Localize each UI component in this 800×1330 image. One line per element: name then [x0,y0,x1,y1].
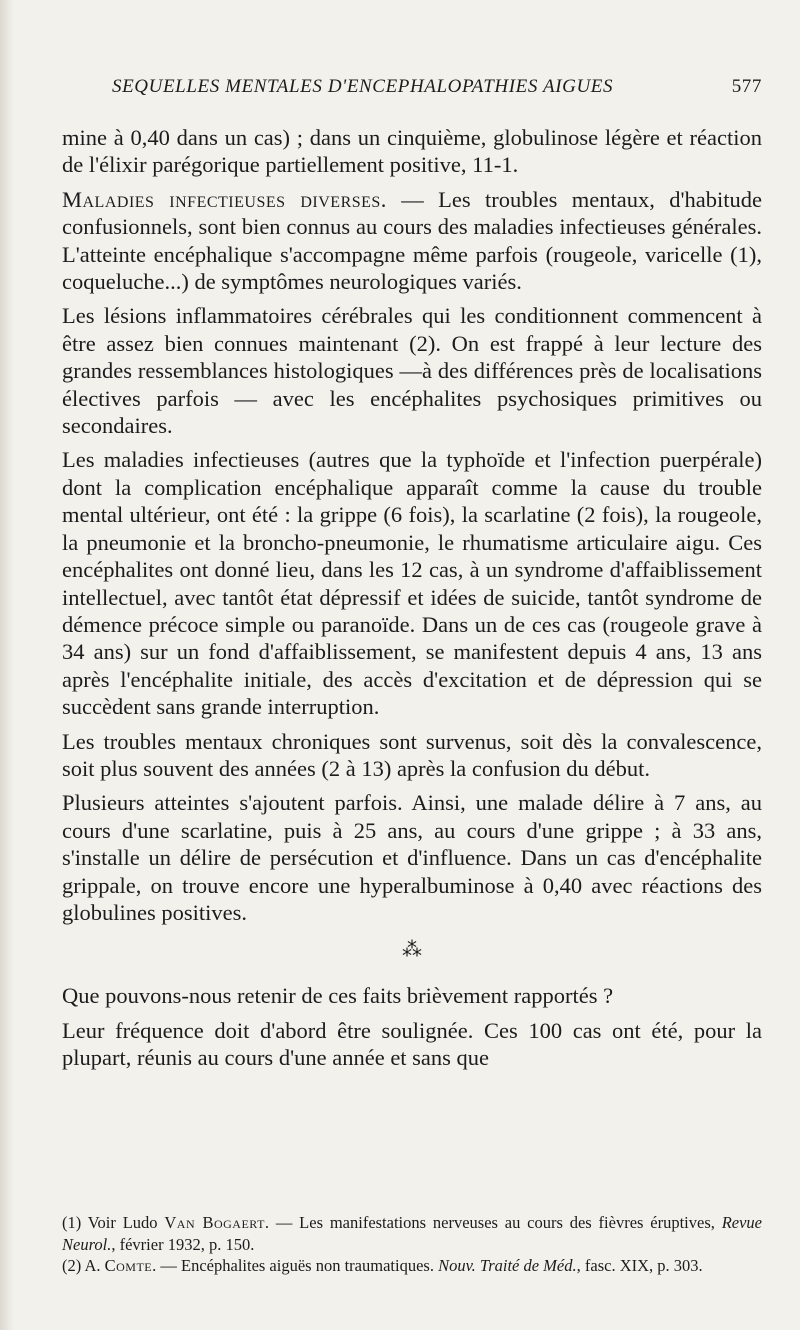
paragraph-diseases-list: Les maladies infectieuses (autres que la typhoïde et l'infection puerpérale) dont la complication encéphalique apparaît comme la cause du trouble mental ultérieur, ont été : la grippe (6 fois), la scarlatine (2 fois), la rougeole, la pneumonie et la broncho-pneumonie, le rhumatisme articulaire aigu. Ces encéphalites ont donné lieu, dans les 12 cas, à un syndrome d'affaiblissement intellectuel, avec tantôt état dépressif et idées de suicide, tantôt syndrome de démence précoce simple ou paranoïde. Dans un de ces cas (rougeole grave à 34 ans) sur un fond d'affaiblissement, se manifestent depuis 4 ans, 13 ans après l'encéphalite initiale, des accès d'excitation et de dépression qui se succèdent sans grande interruption. [62,447,762,720]
asterism-separator: ⁂ [402,939,422,962]
page-number: 577 [731,76,762,97]
paragraph-continuation: mine à 0,40 dans un cas) ; dans un cinquième, globulinose légère et réaction de l'élixir parégorique partiellement positive, 11-1. [62,125,762,178]
body-text [62,124,762,1079]
paragraph-chronic-troubles: Les troubles mentaux chroniques sont survenus, soit dès la convalescence, soit plus souvent des années (2 à 13) après la confusion du début. [62,728,762,781]
paragraph-frequency: Leur fréquence doit d'abord être soulignée. Ces 100 cas ont été, pour la plupart, réunis au cours d'une année et sans que [62,1017,762,1071]
footnote-1-title: . — Les manifestations nerveuses au cours des fièvres éruptives, [264,1213,722,1232]
paragraph-lesions: Les lésions inflammatoires cérébrales qui les conditionnent commencent à être assez bien connues maintenant (2). On est frappé à leur lecture des grandes ressemblances histologiques —à des différences près de localisations électives parfois — avec les encéphalites psychosiques primitives ou secondaires. [62,303,762,439]
section-heading: Maladies infectieuses diverses. [62,186,387,212]
footnote-2-author: Comte [104,1256,153,1275]
footnote-1-ref: , février 1932, p. 150. [111,1234,255,1254]
footnote-2-journal: Nouv. Traité de Méd. [438,1256,577,1275]
footnote-1-prefix: (1) Voir Ludo [62,1213,165,1232]
footnote-1-author: Van Bogaert [164,1213,265,1232]
paragraph-question: Que pouvons-nous retenir de ces faits brièvement rapportés ? [62,983,614,1009]
footnote-1 [62,1212,762,1255]
footnote-1-journal: Revue Neurol. [62,1213,763,1254]
paragraph-multiple-attacks: Plusieurs atteintes s'ajoutent parfois. Ainsi, une malade délire à 7 ans, au cours d'une scarlatine, puis à 25 ans, au cours d'une grippe ; à 33 ans, s'installe un délire de persécution et d'influence. Dans un cas d'encéphalite grippale, on trouve encore une hyperalbuminose à 0,40 avec réactions des globulines positives. [62,790,762,925]
footnotes [62,1212,762,1277]
paragraph-infectious-diseases [62,186,762,296]
footnote-2-ref: , fasc. XIX, p. 303. [576,1256,703,1275]
scan-edge-shadow [0,0,14,1330]
footnote-2 [62,1255,762,1277]
footnote-2-title: . — Encéphalites aiguës non traumatiques. [152,1256,439,1275]
running-head [112,76,762,98]
paragraph-text: — Les troubles mentaux, d'habitude confusionnels, sont bien connus au cours des maladies infectieuses générales. L'atteinte encéphalique s'accompagne même parfois (rougeole, varicelle (1), coqueluche...) de symptômes neurologiques variés. [62,186,762,295]
running-title: SEQUELLES MENTALES D'ENCEPHALOPATHIES AIGUES [112,76,614,97]
footnote-2-prefix: (2) A. [62,1256,105,1275]
